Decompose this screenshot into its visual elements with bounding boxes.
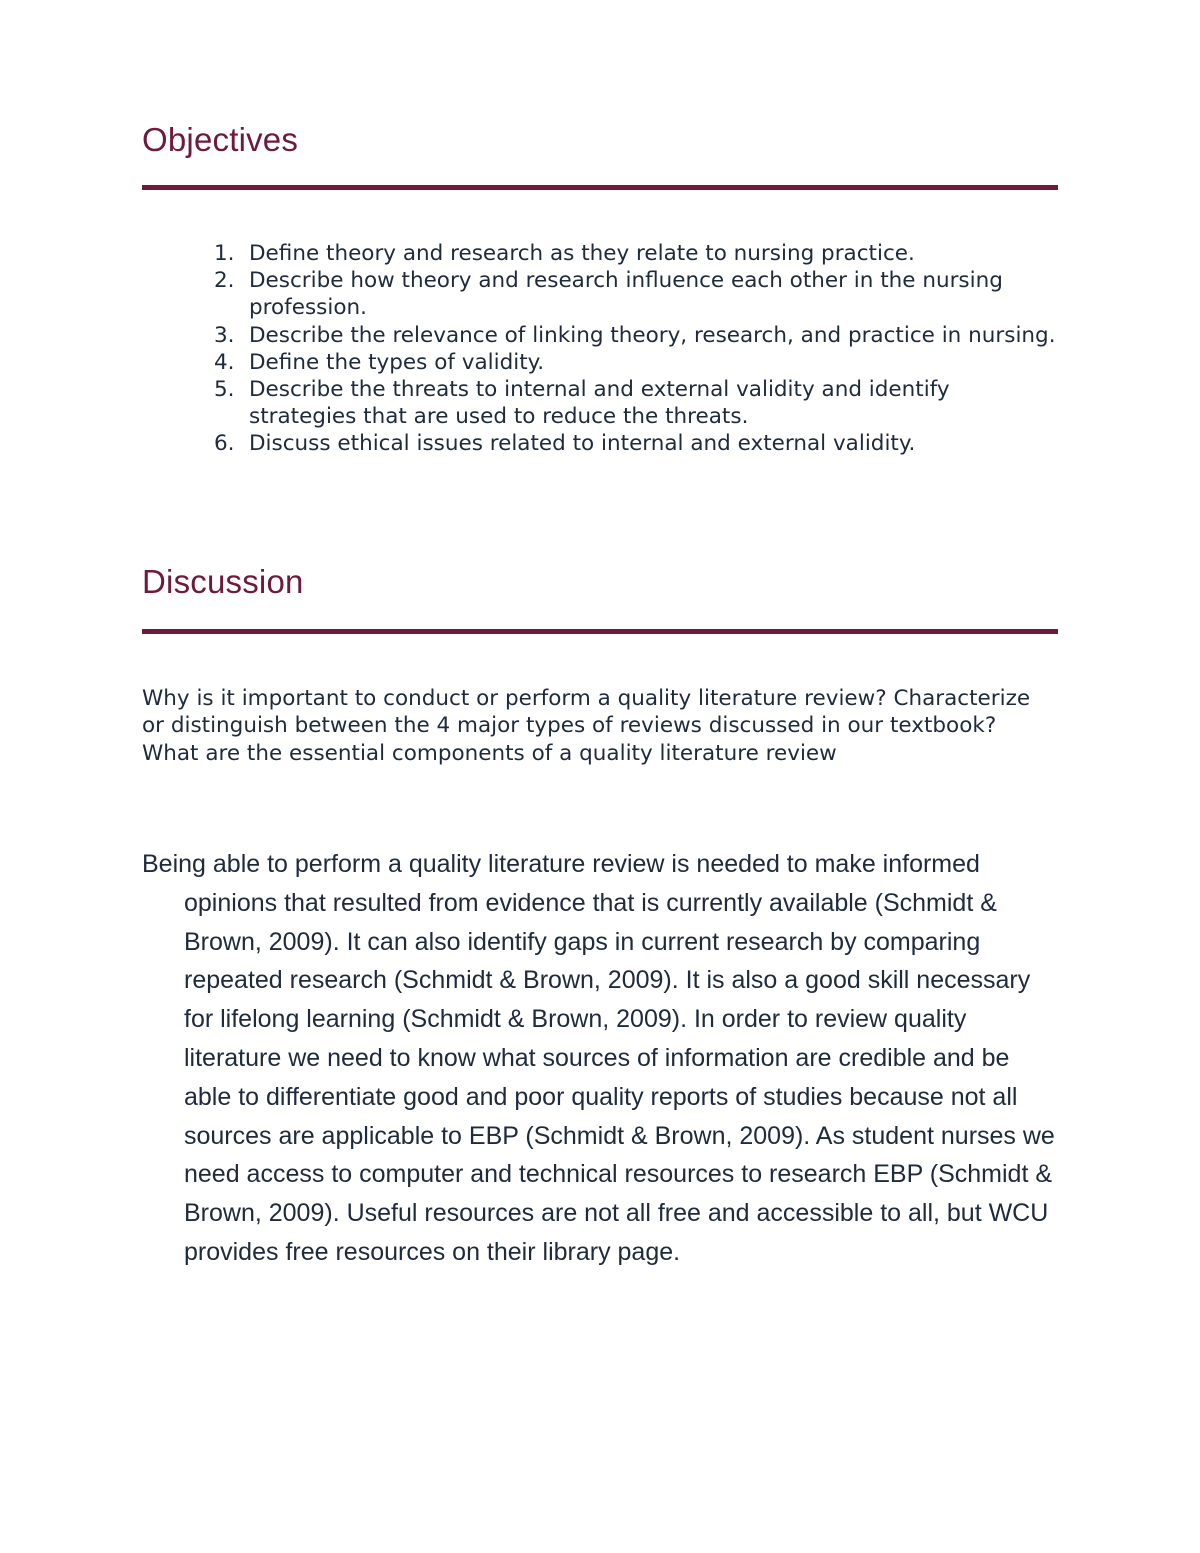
list-item-text: Define the types of validity.	[249, 349, 545, 375]
list-item-text: Describe how theory and research influence each other in the nursing profession.	[249, 268, 1003, 321]
list-item	[142, 349, 1058, 376]
discussion-divider	[142, 629, 1058, 634]
list-item-text: Discuss ethical issues related to internal and external validity.	[249, 431, 916, 457]
list-item-text: Describe the threats to internal and external validity and identify strategies that are used to reduce the threats.	[249, 377, 950, 430]
list-item-number: 2.	[214, 268, 235, 294]
objectives-list	[142, 240, 1058, 458]
discussion-answer: Being able to perform a quality literature review is needed to make informed opinions that resulted from evidence that is currently available (Schmidt & Brown, 2009). It can also identify gaps in current research by comparing repeated research (Schmidt & Brown, 2009). It is also a good skill necessary for lifelong learning (Schmidt & Brown, 2009). In order to review quality literature we need to know what sources of information are credible and be able to differentiate good and poor quality reports of studies because not all sources are applicable to EBP (Schmidt & Brown, 2009). As student nurses we need access to computer and technical resources to research EBP (Schmidt & Brown, 2009). Useful resources are not all free and accessible to all, but WCU provides free resources on their library page.	[142, 850, 1055, 1266]
objectives-divider	[142, 185, 1058, 190]
list-item-number: 3.	[214, 322, 235, 348]
list-item	[142, 430, 1058, 457]
list-item-text: Define theory and research as they relate to nursing practice.	[249, 241, 915, 266]
list-item	[142, 267, 1058, 321]
list-item	[142, 240, 1058, 267]
list-item-text: Describe the relevance of linking theory, research, and practice in nursing.	[249, 322, 1056, 348]
discussion-question: Why is it important to conduct or perform a quality literature review? Characterize or distinguish between the 4 major types of reviews discussed in our textbook? What are the essential components of a quality literature review	[142, 686, 1031, 766]
list-item-number: 1.	[214, 241, 235, 266]
objectives-heading: Objectives	[142, 121, 299, 158]
list-item	[142, 376, 1058, 430]
list-item-number: 4.	[214, 349, 235, 375]
list-item	[142, 322, 1058, 349]
discussion-heading: Discussion	[142, 563, 304, 600]
list-item-number: 6.	[214, 431, 235, 457]
list-item-number: 5.	[214, 377, 235, 403]
